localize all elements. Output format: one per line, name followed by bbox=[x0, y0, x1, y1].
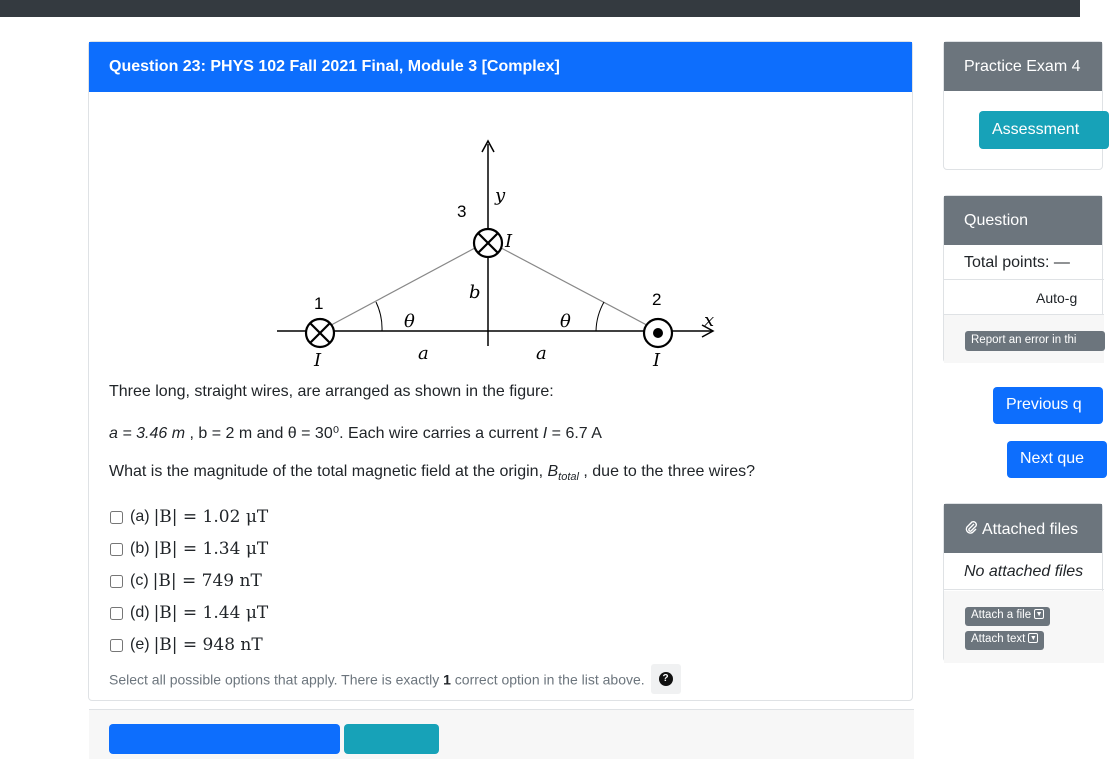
wire-1-label: 1 bbox=[314, 294, 324, 313]
param-a: a = 3.46 m bbox=[109, 425, 186, 442]
option-c[interactable] bbox=[109, 571, 262, 591]
question-prompt bbox=[109, 463, 755, 483]
note-count: 1 bbox=[443, 671, 451, 688]
instructions-note bbox=[109, 666, 681, 696]
option-b-letter: (b) bbox=[130, 540, 150, 557]
save-only-button[interactable] bbox=[344, 724, 439, 754]
angle-label-right: θ bbox=[560, 311, 571, 332]
note-post: correct option in the list above. bbox=[450, 671, 645, 688]
wire-2-label: 2 bbox=[652, 290, 662, 309]
question-info-card bbox=[943, 195, 1103, 363]
question-intro: Three long, straight wires, are arranged as shown in the figure: bbox=[109, 383, 554, 400]
attach-actions bbox=[944, 591, 1104, 663]
prompt-b-subscript: total bbox=[558, 471, 579, 484]
question-parameters bbox=[109, 423, 602, 443]
x-axis-label: x bbox=[704, 310, 715, 331]
note-pre: Select all possible options that apply. There is exactly bbox=[109, 671, 444, 688]
wire-3-current-label: I bbox=[505, 231, 513, 252]
practice-exam-title: Practice Exam 4 bbox=[944, 42, 1102, 91]
next-question-button[interactable]: Next que bbox=[1007, 441, 1107, 478]
question-footer bbox=[89, 709, 914, 759]
option-d-letter: (d) bbox=[130, 604, 150, 621]
question-info-title: Question bbox=[944, 196, 1102, 245]
attached-files-card bbox=[943, 503, 1103, 662]
wire-3-label: 3 bbox=[457, 202, 467, 221]
option-a-value: |B| = 1.02 μT bbox=[153, 507, 269, 527]
attach-file-label: Attach a file bbox=[971, 609, 1032, 621]
help-icon: ? bbox=[659, 672, 673, 686]
wire-2-current-label: I bbox=[653, 350, 661, 371]
save-grade-button[interactable] bbox=[109, 724, 340, 754]
option-c-checkbox[interactable] bbox=[110, 575, 123, 588]
option-e-letter: (e) bbox=[130, 636, 150, 653]
wire-3-into-page-icon bbox=[474, 229, 502, 257]
top-navbar bbox=[0, 0, 1080, 17]
option-b[interactable] bbox=[109, 539, 268, 559]
question-card bbox=[88, 41, 913, 701]
option-b-value: |B| = 1.34 μT bbox=[153, 539, 269, 559]
option-a-checkbox[interactable] bbox=[110, 511, 123, 524]
option-e-checkbox[interactable] bbox=[110, 639, 123, 652]
y-axis-label: y bbox=[495, 185, 506, 206]
prompt-pre: What is the magnitude of the total magnetic field at the origin, bbox=[109, 463, 548, 480]
help-button[interactable] bbox=[651, 664, 681, 694]
total-points: Total points: — bbox=[944, 246, 1104, 280]
option-e-value: |B| = 948 nT bbox=[153, 635, 263, 655]
prompt-b-symbol: B bbox=[547, 463, 559, 480]
report-row bbox=[944, 315, 1104, 363]
option-a[interactable] bbox=[109, 507, 268, 527]
question-title: Question 23: PHYS 102 Fall 2021 Final, Module 3 [Complex] bbox=[89, 42, 912, 92]
attach-file-button[interactable] bbox=[965, 607, 1050, 626]
no-attached-files: No attached files bbox=[944, 554, 1104, 590]
distance-a-right: a bbox=[536, 343, 547, 364]
previous-question-button[interactable]: Previous q bbox=[993, 387, 1103, 424]
attach-text-dropdown-icon: ▼ bbox=[1029, 634, 1037, 642]
option-c-value: |B| = 749 nT bbox=[152, 571, 262, 591]
angle-arc-left bbox=[376, 302, 382, 331]
assessment-button[interactable]: Assessment bbox=[979, 111, 1109, 149]
auto-graded-badge: Auto-g bbox=[944, 281, 1104, 315]
angle-label-left: θ bbox=[404, 311, 415, 332]
option-d[interactable] bbox=[109, 603, 268, 623]
paperclip-icon bbox=[964, 520, 978, 534]
option-d-value: |B| = 1.44 μT bbox=[153, 603, 269, 623]
option-a-letter: (a) bbox=[130, 508, 150, 525]
distance-a-left: a bbox=[418, 343, 429, 364]
wire-1-current-label: I bbox=[314, 350, 322, 371]
attached-files-title: Attached files bbox=[982, 521, 1079, 538]
param-current-symbol: I bbox=[542, 425, 548, 442]
param-current-value: = 6.7 A bbox=[551, 425, 602, 442]
wire-arrangement-figure bbox=[274, 132, 734, 371]
distance-b: b bbox=[469, 282, 481, 303]
report-error-button[interactable]: Report an error in thi bbox=[965, 331, 1105, 351]
param-rest: , b = 2 m and θ = 30⁰. Each wire carries a current bbox=[189, 425, 539, 442]
wire-2-out-of-page-icon bbox=[644, 319, 672, 347]
option-e[interactable] bbox=[109, 635, 263, 655]
attach-text-label: Attach text bbox=[971, 633, 1026, 645]
option-d-checkbox[interactable] bbox=[110, 607, 123, 620]
angle-arc-right bbox=[596, 302, 604, 331]
option-c-letter: (c) bbox=[130, 572, 149, 589]
practice-exam-card bbox=[943, 41, 1103, 170]
attach-text-button[interactable] bbox=[965, 631, 1044, 650]
prompt-post: , due to the three wires? bbox=[578, 463, 756, 480]
option-b-checkbox[interactable] bbox=[110, 543, 123, 556]
attached-files-header bbox=[944, 504, 1102, 553]
wire-1-into-page-icon bbox=[306, 319, 334, 347]
side-3-2 bbox=[488, 241, 658, 331]
attach-file-dropdown-icon: ▼ bbox=[1035, 610, 1043, 618]
